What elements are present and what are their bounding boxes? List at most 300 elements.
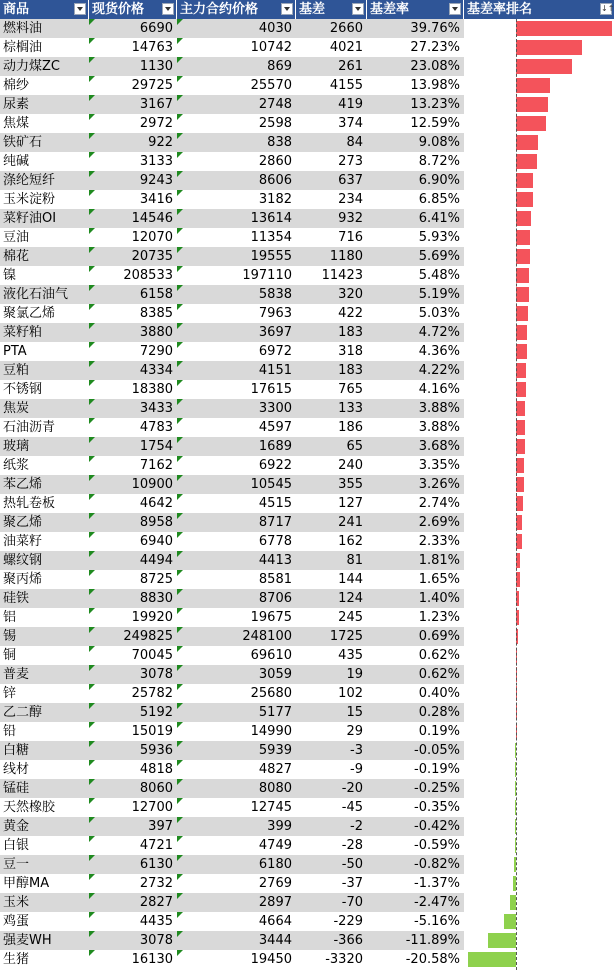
basis-cell[interactable]: -28 — [341, 838, 363, 853]
table-row[interactable] — [0, 342, 614, 361]
table-row[interactable] — [0, 380, 614, 399]
table-row[interactable] — [0, 855, 614, 874]
rate-rank-bar-cell[interactable] — [464, 798, 614, 817]
table-row[interactable] — [0, 798, 614, 817]
spot-price-cell[interactable]: 7290 — [89, 342, 177, 361]
basis-rate-cell[interactable]: -0.82% — [367, 855, 464, 874]
commodity-name-cell[interactable]: 螺纹钢 — [0, 551, 89, 570]
main-contract-price-cell[interactable]: 10545 — [177, 475, 296, 494]
commodity-name-cell[interactable]: 菜籽油OI — [0, 209, 89, 228]
spot-price-cell[interactable]: 8725 — [89, 570, 177, 589]
table-row[interactable] — [0, 19, 614, 38]
basis-rate-cell[interactable]: 4.16% — [418, 382, 460, 397]
rate-rank-bar-cell[interactable] — [464, 627, 614, 646]
main-contract-price-cell[interactable]: 869 — [177, 57, 296, 76]
main-contract-price-cell[interactable]: 69610 — [177, 646, 296, 665]
commodity-name-cell[interactable]: 聚氯乙烯 — [3, 306, 56, 321]
filter-dropdown-icon[interactable] — [162, 3, 174, 15]
basis-cell[interactable]: 932 — [296, 209, 367, 228]
basis-cell[interactable]: -9 — [350, 762, 363, 777]
main-contract-price-cell[interactable]: 3444 — [177, 931, 296, 950]
basis-rate-cell[interactable]: -0.25% — [367, 779, 464, 798]
table-row[interactable] — [0, 703, 614, 722]
basis-cell[interactable]: 127 — [338, 496, 363, 511]
basis-cell[interactable]: 422 — [338, 306, 363, 321]
basis-cell[interactable]: -3320 — [325, 952, 363, 967]
commodity-name-cell[interactable]: 纯碱 — [3, 154, 30, 169]
spot-price-cell[interactable]: 3880 — [89, 323, 177, 342]
basis-cell[interactable]: -45 — [341, 800, 363, 815]
commodity-name-cell[interactable]: 棉花 — [0, 247, 89, 266]
spot-price-cell[interactable]: 25782 — [89, 684, 177, 703]
main-contract-price-cell[interactable]: 8717 — [177, 513, 296, 532]
basis-rate-cell[interactable]: 6.85% — [418, 192, 460, 207]
spot-price-cell[interactable]: 19920 — [89, 608, 177, 627]
spot-price-cell[interactable]: 10900 — [89, 475, 177, 494]
table-row[interactable] — [0, 627, 614, 646]
table-row[interactable] — [0, 190, 614, 209]
basis-cell[interactable]: 15 — [296, 703, 367, 722]
spot-price-cell[interactable]: 4334 — [89, 361, 177, 380]
table-row[interactable] — [0, 589, 614, 608]
basis-rate-cell[interactable]: 3.88% — [418, 420, 460, 435]
commodity-name-cell[interactable]: 镍 — [3, 268, 17, 283]
basis-rate-cell[interactable]: 1.40% — [367, 589, 464, 608]
header-main-contract[interactable] — [177, 0, 296, 19]
commodity-name-cell[interactable]: 石油沥青 — [3, 420, 56, 435]
basis-cell[interactable]: 1180 — [296, 247, 367, 266]
commodity-name-cell[interactable]: 纸浆 — [3, 458, 30, 473]
spot-price-cell[interactable]: 397 — [89, 817, 177, 836]
commodity-name-cell[interactable]: 天然橡胶 — [3, 800, 56, 815]
rate-rank-bar-cell[interactable] — [464, 551, 614, 570]
spot-price-cell[interactable]: 9243 — [89, 171, 177, 190]
commodity-name-cell[interactable]: 锰硅 — [0, 779, 89, 798]
commodity-name-cell[interactable]: 菜籽粕 — [0, 323, 89, 342]
table-row[interactable] — [0, 114, 614, 133]
basis-rate-cell[interactable]: 1.81% — [367, 551, 464, 570]
basis-cell[interactable]: 637 — [296, 171, 367, 190]
main-contract-price-cell[interactable]: 8080 — [177, 779, 296, 798]
rate-rank-bar-cell[interactable] — [464, 209, 614, 228]
rate-rank-bar-cell[interactable] — [464, 817, 614, 836]
header-basis-rate[interactable] — [367, 0, 464, 19]
basis-cell[interactable]: 4021 — [329, 40, 363, 55]
table-row[interactable] — [0, 741, 614, 760]
spot-price-cell[interactable]: 208533 — [89, 266, 177, 285]
table-row[interactable] — [0, 893, 614, 912]
basis-rate-cell[interactable]: 5.03% — [418, 306, 460, 321]
spot-price-cell[interactable]: 18380 — [89, 380, 177, 399]
rate-rank-bar-cell[interactable] — [464, 665, 614, 684]
main-contract-price-cell[interactable]: 248100 — [177, 627, 296, 646]
main-contract-price-cell[interactable]: 11354 — [177, 228, 296, 247]
table-row[interactable] — [0, 266, 614, 285]
table-row[interactable] — [0, 836, 614, 855]
commodity-name-cell[interactable]: 铅 — [3, 724, 17, 739]
basis-rate-cell[interactable]: 12.59% — [410, 116, 460, 131]
table-row[interactable] — [0, 228, 614, 247]
main-contract-price-cell[interactable]: 19450 — [177, 950, 296, 969]
commodity-name-cell[interactable]: 锌 — [3, 686, 17, 701]
table-row[interactable] — [0, 209, 614, 228]
spot-price-cell[interactable]: 14546 — [89, 209, 177, 228]
spot-price-cell[interactable]: 4435 — [89, 912, 177, 931]
spot-price-cell[interactable]: 3078 — [89, 931, 177, 950]
table-row[interactable] — [0, 152, 614, 171]
commodity-name-cell[interactable]: 硅铁 — [0, 589, 89, 608]
main-contract-price-cell[interactable]: 17615 — [177, 380, 296, 399]
rate-rank-bar-cell[interactable] — [464, 228, 614, 247]
rate-rank-bar-cell[interactable] — [464, 912, 614, 931]
table-row[interactable] — [0, 361, 614, 380]
commodity-name-cell[interactable]: 线材 — [3, 762, 30, 777]
sort-descending-icon[interactable]: ↓↑ — [601, 4, 614, 13]
basis-cell[interactable]: -366 — [296, 931, 367, 950]
table-row[interactable] — [0, 247, 614, 266]
commodity-name-cell[interactable]: 油菜籽 — [3, 534, 43, 549]
basis-rate-cell[interactable]: 3.26% — [367, 475, 464, 494]
basis-cell[interactable]: -229 — [333, 914, 363, 929]
basis-cell[interactable]: 261 — [296, 57, 367, 76]
commodity-name-cell[interactable]: 聚乙烯 — [0, 513, 89, 532]
basis-rate-cell[interactable]: -0.19% — [414, 762, 460, 777]
rate-rank-bar-cell[interactable] — [464, 646, 614, 665]
spot-price-cell[interactable]: 3433 — [89, 399, 177, 418]
commodity-name-cell[interactable]: 苯乙烯 — [0, 475, 89, 494]
basis-rate-cell[interactable]: -0.35% — [414, 800, 460, 815]
rate-rank-bar-cell[interactable] — [464, 893, 614, 912]
rate-rank-bar-cell[interactable] — [464, 931, 614, 950]
basis-cell[interactable]: 144 — [338, 572, 363, 587]
main-contract-price-cell[interactable]: 5177 — [177, 703, 296, 722]
basis-cell[interactable]: -3 — [296, 741, 367, 760]
basis-rate-cell[interactable]: 6.41% — [367, 209, 464, 228]
spot-price-cell[interactable]: 15019 — [89, 722, 177, 741]
spot-price-cell[interactable]: 6690 — [89, 19, 177, 38]
basis-rate-cell[interactable]: 27.23% — [410, 40, 460, 55]
rate-rank-bar-cell[interactable] — [464, 722, 614, 741]
table-row[interactable] — [0, 665, 614, 684]
basis-rate-cell[interactable]: 23.08% — [367, 57, 464, 76]
spot-price-cell[interactable]: 8060 — [89, 779, 177, 798]
basis-cell[interactable]: 183 — [296, 361, 367, 380]
basis-rate-cell[interactable]: 2.74% — [418, 496, 460, 511]
rate-rank-bar-cell[interactable] — [464, 38, 614, 57]
table-row[interactable] — [0, 38, 614, 57]
basis-rate-cell[interactable]: 1.23% — [418, 610, 460, 625]
basis-rate-cell[interactable]: -5.16% — [414, 914, 460, 929]
basis-rate-cell[interactable]: 4.72% — [367, 323, 464, 342]
commodity-name-cell[interactable]: 铝 — [3, 610, 17, 625]
main-contract-price-cell[interactable]: 12745 — [177, 798, 296, 817]
main-contract-price-cell[interactable]: 4515 — [177, 494, 296, 513]
table-row[interactable] — [0, 570, 614, 589]
commodity-name-cell[interactable]: 玉米 — [0, 893, 89, 912]
basis-cell[interactable]: -50 — [296, 855, 367, 874]
rate-rank-bar-cell[interactable] — [464, 57, 614, 76]
spot-price-cell[interactable]: 922 — [89, 133, 177, 152]
basis-rate-cell[interactable]: 0.40% — [418, 686, 460, 701]
basis-cell[interactable]: 4155 — [329, 78, 363, 93]
spot-price-cell[interactable]: 6130 — [89, 855, 177, 874]
spot-price-cell[interactable]: 249825 — [89, 627, 177, 646]
spot-price-cell[interactable]: 4642 — [89, 494, 177, 513]
basis-cell[interactable]: 162 — [338, 534, 363, 549]
commodity-name-cell[interactable]: 焦炭 — [0, 399, 89, 418]
main-contract-price-cell[interactable]: 197110 — [177, 266, 296, 285]
spot-price-cell[interactable]: 20735 — [89, 247, 177, 266]
basis-rate-cell[interactable]: 0.62% — [418, 648, 460, 663]
basis-rate-cell[interactable]: 2.33% — [418, 534, 460, 549]
spot-price-cell[interactable]: 3133 — [89, 152, 177, 171]
main-contract-price-cell[interactable]: 6972 — [177, 342, 296, 361]
rate-rank-bar-cell[interactable] — [464, 836, 614, 855]
basis-rate-cell[interactable]: 5.69% — [367, 247, 464, 266]
table-row[interactable] — [0, 418, 614, 437]
main-contract-price-cell[interactable]: 3182 — [177, 190, 296, 209]
basis-rate-cell[interactable]: 2.69% — [367, 513, 464, 532]
spot-price-cell[interactable]: 8958 — [89, 513, 177, 532]
spot-price-cell[interactable]: 1754 — [89, 437, 177, 456]
basis-rate-cell[interactable]: -20.58% — [405, 952, 460, 967]
rate-rank-bar-cell[interactable] — [464, 114, 614, 133]
commodity-name-cell[interactable]: 棕榈油 — [3, 40, 43, 55]
spot-price-cell[interactable]: 4783 — [89, 418, 177, 437]
rate-rank-bar-cell[interactable] — [464, 304, 614, 323]
rate-rank-bar-cell[interactable] — [464, 171, 614, 190]
main-contract-price-cell[interactable]: 8581 — [177, 570, 296, 589]
rate-rank-bar-cell[interactable] — [464, 513, 614, 532]
basis-rate-cell[interactable]: 6.90% — [367, 171, 464, 190]
rate-rank-bar-cell[interactable] — [464, 323, 614, 342]
main-contract-price-cell[interactable]: 19675 — [177, 608, 296, 627]
basis-cell[interactable]: 240 — [338, 458, 363, 473]
filter-dropdown-icon[interactable] — [352, 3, 364, 15]
rate-rank-bar-cell[interactable] — [464, 950, 614, 969]
rate-rank-bar-cell[interactable] — [464, 456, 614, 475]
spot-price-cell[interactable]: 4721 — [89, 836, 177, 855]
table-row[interactable] — [0, 513, 614, 532]
filter-dropdown-icon[interactable] — [449, 3, 461, 15]
basis-rate-cell[interactable]: 0.28% — [367, 703, 464, 722]
table-row[interactable] — [0, 133, 614, 152]
basis-cell[interactable]: 133 — [296, 399, 367, 418]
commodity-name-cell[interactable]: 乙二醇 — [0, 703, 89, 722]
rate-rank-bar-cell[interactable] — [464, 494, 614, 513]
main-contract-price-cell[interactable]: 5939 — [177, 741, 296, 760]
basis-cell[interactable]: 19 — [296, 665, 367, 684]
basis-cell[interactable]: 273 — [338, 154, 363, 169]
basis-cell[interactable]: 320 — [296, 285, 367, 304]
spot-price-cell[interactable]: 6158 — [89, 285, 177, 304]
rate-rank-bar-cell[interactable] — [464, 266, 614, 285]
main-contract-price-cell[interactable]: 25680 — [177, 684, 296, 703]
main-contract-price-cell[interactable]: 5838 — [177, 285, 296, 304]
main-contract-price-cell[interactable]: 399 — [177, 817, 296, 836]
spot-price-cell[interactable]: 6940 — [89, 532, 177, 551]
main-contract-price-cell[interactable]: 2897 — [177, 893, 296, 912]
table-row[interactable] — [0, 95, 614, 114]
basis-cell[interactable]: 11423 — [321, 268, 363, 283]
rate-rank-bar-cell[interactable] — [464, 19, 614, 38]
rate-rank-bar-cell[interactable] — [464, 570, 614, 589]
basis-rate-cell[interactable]: 39.76% — [367, 19, 464, 38]
table-row[interactable] — [0, 323, 614, 342]
commodity-name-cell[interactable]: 豆油 — [3, 230, 30, 245]
commodity-name-cell[interactable]: 玻璃 — [0, 437, 89, 456]
basis-rate-cell[interactable]: 3.68% — [367, 437, 464, 456]
basis-rate-cell[interactable]: 8.72% — [418, 154, 460, 169]
commodity-name-cell[interactable]: 普麦 — [0, 665, 89, 684]
main-contract-price-cell[interactable]: 2860 — [177, 152, 296, 171]
table-row[interactable] — [0, 817, 614, 836]
spot-price-cell[interactable]: 7162 — [89, 456, 177, 475]
table-row[interactable] — [0, 551, 614, 570]
rate-rank-bar-cell[interactable] — [464, 760, 614, 779]
commodity-name-cell[interactable]: 强麦WH — [0, 931, 89, 950]
spot-price-cell[interactable]: 16130 — [89, 950, 177, 969]
rate-rank-bar-cell[interactable] — [464, 285, 614, 304]
table-row[interactable] — [0, 931, 614, 950]
table-row[interactable] — [0, 437, 614, 456]
rate-rank-bar-cell[interactable] — [464, 399, 614, 418]
commodity-name-cell[interactable]: PTA — [3, 344, 27, 359]
commodity-name-cell[interactable]: 白糖 — [0, 741, 89, 760]
table-row[interactable] — [0, 456, 614, 475]
table-row[interactable] — [0, 494, 614, 513]
main-contract-price-cell[interactable]: 3300 — [177, 399, 296, 418]
header-rate-rank[interactable] — [464, 0, 614, 19]
main-contract-price-cell[interactable]: 4413 — [177, 551, 296, 570]
table-row[interactable] — [0, 608, 614, 627]
table-row[interactable] — [0, 285, 614, 304]
rate-rank-bar-cell[interactable] — [464, 589, 614, 608]
main-contract-price-cell[interactable]: 4151 — [177, 361, 296, 380]
main-contract-price-cell[interactable]: 10742 — [177, 38, 296, 57]
table-row[interactable] — [0, 171, 614, 190]
rate-rank-bar-cell[interactable] — [464, 95, 614, 114]
main-contract-price-cell[interactable]: 3697 — [177, 323, 296, 342]
main-contract-price-cell[interactable]: 25570 — [177, 76, 296, 95]
main-contract-price-cell[interactable]: 2748 — [177, 95, 296, 114]
rate-rank-bar-cell[interactable] — [464, 874, 614, 893]
commodity-name-cell[interactable]: 黄金 — [0, 817, 89, 836]
basis-cell[interactable]: 102 — [338, 686, 363, 701]
rate-rank-bar-cell[interactable] — [464, 532, 614, 551]
header-spot-price[interactable] — [89, 0, 177, 19]
rate-rank-bar-cell[interactable] — [464, 342, 614, 361]
commodity-name-cell[interactable]: 豆一 — [0, 855, 89, 874]
basis-rate-cell[interactable]: 9.08% — [367, 133, 464, 152]
basis-cell[interactable]: -2 — [296, 817, 367, 836]
main-contract-price-cell[interactable]: 7963 — [177, 304, 296, 323]
main-contract-price-cell[interactable]: 6778 — [177, 532, 296, 551]
basis-rate-cell[interactable]: 5.93% — [418, 230, 460, 245]
spot-price-cell[interactable]: 2732 — [89, 874, 177, 893]
main-contract-price-cell[interactable]: 4827 — [177, 760, 296, 779]
main-contract-price-cell[interactable]: 4664 — [177, 912, 296, 931]
main-contract-price-cell[interactable]: 14990 — [177, 722, 296, 741]
header-commodity[interactable] — [0, 0, 89, 19]
rate-rank-bar-cell[interactable] — [464, 608, 614, 627]
spot-price-cell[interactable]: 70045 — [89, 646, 177, 665]
basis-cell[interactable]: 241 — [296, 513, 367, 532]
basis-cell[interactable]: 84 — [296, 133, 367, 152]
main-contract-price-cell[interactable]: 13614 — [177, 209, 296, 228]
basis-rate-cell[interactable]: 3.35% — [418, 458, 460, 473]
main-contract-price-cell[interactable]: 3059 — [177, 665, 296, 684]
rate-rank-bar-cell[interactable] — [464, 703, 614, 722]
rate-rank-bar-cell[interactable] — [464, 133, 614, 152]
basis-cell[interactable]: -70 — [296, 893, 367, 912]
table-row[interactable] — [0, 76, 614, 95]
table-row[interactable] — [0, 779, 614, 798]
basis-rate-cell[interactable]: 5.19% — [367, 285, 464, 304]
rate-rank-bar-cell[interactable] — [464, 684, 614, 703]
main-contract-price-cell[interactable]: 19555 — [177, 247, 296, 266]
table-row[interactable] — [0, 722, 614, 741]
basis-cell[interactable]: 1725 — [296, 627, 367, 646]
table-row[interactable] — [0, 57, 614, 76]
spot-price-cell[interactable]: 5936 — [89, 741, 177, 760]
basis-cell[interactable]: 234 — [338, 192, 363, 207]
main-contract-price-cell[interactable]: 4749 — [177, 836, 296, 855]
main-contract-price-cell[interactable]: 1689 — [177, 437, 296, 456]
commodity-name-cell[interactable]: 热轧卷板 — [3, 496, 56, 511]
rate-rank-bar-cell[interactable] — [464, 190, 614, 209]
commodity-name-cell[interactable]: 涤纶短纤 — [0, 171, 89, 190]
table-row[interactable] — [0, 399, 614, 418]
rate-rank-bar-cell[interactable] — [464, 741, 614, 760]
basis-rate-cell[interactable]: 0.69% — [367, 627, 464, 646]
main-contract-price-cell[interactable]: 4030 — [177, 19, 296, 38]
rate-rank-bar-cell[interactable] — [464, 475, 614, 494]
spot-price-cell[interactable]: 2972 — [89, 114, 177, 133]
spot-price-cell[interactable]: 4494 — [89, 551, 177, 570]
basis-rate-cell[interactable]: 4.36% — [418, 344, 460, 359]
rate-rank-bar-cell[interactable] — [464, 855, 614, 874]
commodity-name-cell[interactable]: 不锈钢 — [3, 382, 43, 397]
basis-cell[interactable]: -37 — [341, 876, 363, 891]
basis-cell[interactable]: 419 — [296, 95, 367, 114]
basis-cell[interactable]: 124 — [296, 589, 367, 608]
main-contract-price-cell[interactable]: 2769 — [177, 874, 296, 893]
spot-price-cell[interactable]: 4818 — [89, 760, 177, 779]
spot-price-cell[interactable]: 1130 — [89, 57, 177, 76]
commodity-name-cell[interactable]: 鸡蛋 — [3, 914, 30, 929]
basis-rate-cell[interactable]: 4.22% — [367, 361, 464, 380]
rate-rank-bar-cell[interactable] — [464, 437, 614, 456]
commodity-name-cell[interactable]: 铜 — [3, 648, 17, 663]
basis-rate-cell[interactable]: -1.37% — [414, 876, 460, 891]
basis-rate-cell[interactable]: 13.98% — [410, 78, 460, 93]
commodity-name-cell[interactable]: 甲醇MA — [3, 876, 50, 891]
spot-price-cell[interactable]: 3167 — [89, 95, 177, 114]
spot-price-cell[interactable]: 12070 — [89, 228, 177, 247]
filter-dropdown-icon[interactable] — [74, 3, 86, 15]
commodity-name-cell[interactable]: 液化石油气 — [0, 285, 89, 304]
basis-cell[interactable]: 81 — [296, 551, 367, 570]
spot-price-cell[interactable]: 8830 — [89, 589, 177, 608]
basis-cell[interactable]: 374 — [338, 116, 363, 131]
commodity-name-cell[interactable]: 焦煤 — [3, 116, 30, 131]
basis-rate-cell[interactable]: -2.47% — [367, 893, 464, 912]
basis-cell[interactable]: 716 — [338, 230, 363, 245]
commodity-name-cell[interactable]: 白银 — [3, 838, 30, 853]
rate-rank-bar-cell[interactable] — [464, 418, 614, 437]
commodity-name-cell[interactable]: 尿素 — [0, 95, 89, 114]
